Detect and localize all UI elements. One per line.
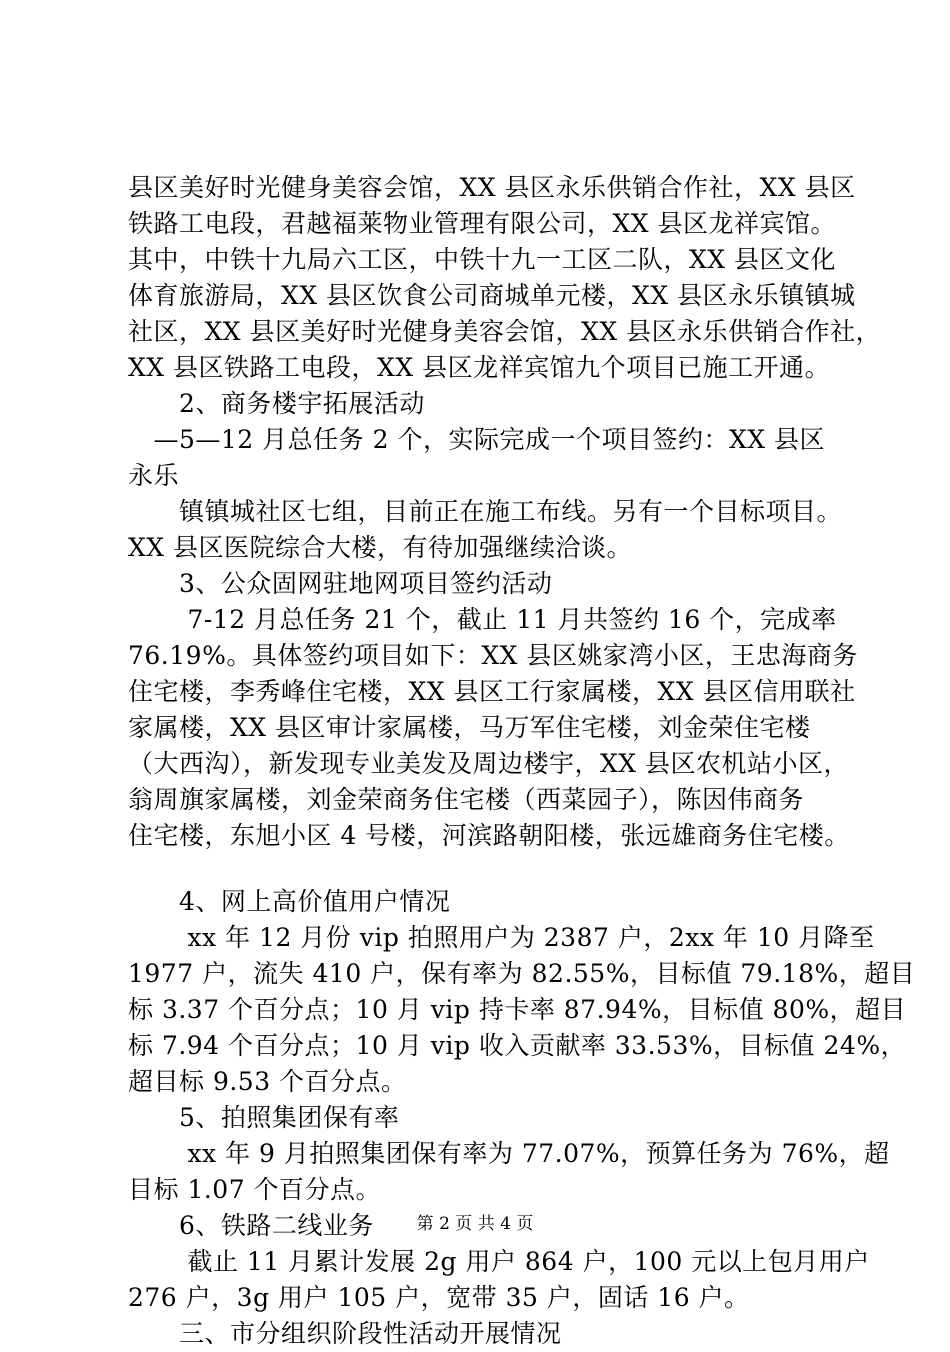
text-line: 目标 1.07 个百分点。: [128, 1175, 382, 1204]
text-line: （大西沟），新发现专业美发及周边楼宇，XX 县区农机站小区，: [128, 749, 850, 778]
text-line: 铁路工电段，君越福莱物业管理有限公司，XX 县区龙祥宾馆。: [128, 209, 837, 238]
text-line: 永乐: [128, 461, 180, 490]
text-line: 社区，XX 县区美好时光健身美容会馆，XX 县区永乐供销合作社，: [128, 317, 882, 346]
text-line: 标 3.37 个百分点；10 月 vip 持卡率 87.94%，目标值 80%，超目: [128, 995, 907, 1024]
text-line: 翁周旗家属楼，刘金荣商务住宅楼（西菜园子），陈因伟商务: [128, 785, 805, 814]
section-heading: 三、市分组织阶段性活动开展情况: [128, 1319, 562, 1348]
text-line: —5—12 月总任务 2 个，实际完成一个项目签约：XX 县区: [128, 425, 826, 454]
text-line: 276 户，3g 用户 105 户，宽带 35 户，固话 16 户。: [128, 1283, 750, 1312]
text-line: 1977 户，流失 410 户，保有率为 82.55%，目标值 79.18%，超目: [128, 959, 916, 988]
text-line: xx 年 12 月份 vip 拍照用户为 2387 户，2xx 年 10 月降至: [128, 923, 875, 952]
text-line: 76.19%。具体签约项目如下：XX 县区姚家湾小区，王忠海商务: [128, 641, 858, 670]
text-line: XX 县区医院综合大楼，有待加强继续洽谈。: [128, 533, 633, 562]
text-line: 截止 11 月累计发展 2g 用户 864 户，100 元以上包月用户: [128, 1247, 870, 1276]
text-line: 镇镇城社区七组，目前正在施工布线。另有一个目标项目。: [128, 497, 843, 526]
text-line: 住宅楼，东旭小区 4 号楼，河滨路朝阳楼，张远雄商务住宅楼。: [128, 821, 850, 850]
section-heading: 6、铁路二线业务: [128, 1211, 374, 1240]
document-body: [128, 170, 916, 1352]
text-line: 体育旅游局，XX 县区饮食公司商城单元楼，XX 县区永乐镇镇城: [128, 281, 856, 310]
section-heading: 2、商务楼宇拓展活动: [128, 389, 425, 418]
section-heading: 4、网上高价值用户情况: [128, 887, 451, 916]
text-line: 县区美好时光健身美容会馆，XX 县区永乐供销合作社，XX 县区: [128, 173, 856, 202]
text-line: xx 年 9 月拍照集团保有率为 77.07%，预算任务为 76%，超: [128, 1139, 890, 1168]
section-heading: 5、拍照集团保有率: [128, 1103, 400, 1132]
text-line: 超目标 9.53 个百分点。: [128, 1067, 407, 1096]
paragraph-gap: [128, 854, 848, 884]
text-line: 标 7.94 个百分点；10 月 vip 收入贡献率 33.53%，目标值 24%，: [128, 1031, 907, 1060]
text-line: 住宅楼，李秀峰住宅楼，XX 县区工行家属楼，XX 县区信用联社: [128, 677, 856, 706]
text-line: 家属楼，XX 县区审计家属楼，马万军住宅楼，刘金荣住宅楼: [128, 713, 811, 742]
page-footer: 第 2 页 共 4 页: [416, 1214, 534, 1234]
text-line: XX 县区铁路工电段，XX 县区龙祥宾馆九个项目已施工开通。: [128, 353, 831, 382]
text-line: 其中，中铁十九局六工区，中铁十九一工区二队，XX 县区文化: [128, 245, 837, 274]
text-line: 7-12 月总任务 21 个，截止 11 月共签约 16 个，完成率: [128, 605, 837, 634]
section-heading: 3、公众固网驻地网项目签约活动: [128, 569, 553, 598]
